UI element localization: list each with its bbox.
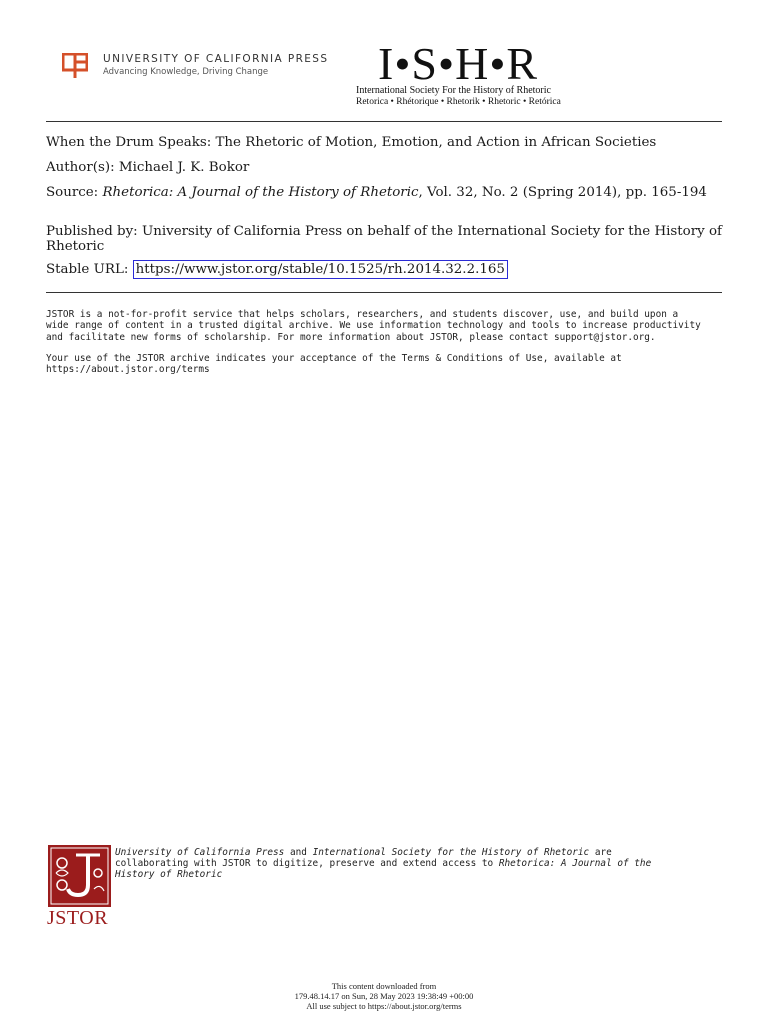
ishr-logo: I•S•H•R	[378, 38, 539, 89]
ucp-name: UNIVERSITY OF CALIFORNIA PRESS	[103, 53, 329, 65]
collab-middle: collaborating with JSTOR to digitize, preserve and extend access to	[115, 858, 494, 870]
author-line	[46, 160, 726, 175]
stable-url-link[interactable]: https://www.jstor.org/stable/10.1525/rh.2014.32.2.165	[133, 260, 508, 279]
terms-text: Your use of the JSTOR archive indicates your acceptance of the Terms & Conditions of Use, available at	[46, 353, 622, 364]
jstor-wordmark: JSTOR	[47, 907, 109, 929]
collab-publisher-1: University of California Press	[115, 847, 285, 858]
collab-are: are	[594, 847, 612, 858]
ucp-logo-icon	[62, 53, 88, 79]
source-details: , Vol. 32, No. 2 (Spring 2014), pp. 165-194	[418, 185, 707, 200]
top-divider	[46, 121, 722, 122]
author-name: Michael J. K. Bokor	[118, 160, 250, 175]
stable-url-label: Stable URL:	[46, 262, 129, 277]
collaboration-statement	[115, 847, 675, 881]
middle-divider	[46, 292, 722, 293]
jstor-emblem-icon	[48, 845, 111, 907]
stable-url-line	[46, 262, 726, 277]
publisher-line	[46, 224, 726, 254]
source-journal: Rhetorica: A Journal of the History of Rhetoric	[102, 185, 419, 200]
collab-and: and	[289, 847, 307, 858]
author-label: Author(s):	[46, 160, 115, 175]
ishr-languages: Retorica • Rhétorique • Rhetorik • Rhetoric • Retórica	[356, 97, 561, 107]
terms-notice	[46, 353, 706, 376]
publisher-name: University of California Press on behalf of the International Society for the History of Rhetoric	[46, 224, 722, 254]
source-label: Source:	[46, 185, 99, 200]
ucp-tagline: Advancing Knowledge, Driving Change	[103, 67, 269, 77]
terms-link[interactable]: https://about.jstor.org/terms	[46, 364, 210, 376]
article-title: When the Drum Speaks: The Rhetoric of Motion, Emotion, and Action in African Societies	[46, 135, 657, 150]
download-footer	[200, 982, 568, 1011]
publisher-label: Published by:	[46, 224, 138, 239]
footer-line-3: All use subject to https://about.jstor.org/terms	[306, 1000, 462, 1011]
source-line	[46, 185, 726, 200]
ishr-society-name: International Society For the History of Rhetoric	[356, 85, 551, 96]
collab-publisher-2: International Society for the History of Rhetoric	[312, 847, 590, 858]
jstor-about-notice: JSTOR is a not-for-profit service that helps scholars, researchers, and students discover, use, and build upon a wide range of content in a trusted digital archive. We use information technology and tools to increase productivity and facilitate new forms of scholarship. For more information about JSTOR, please contact support@jstor.org.	[46, 309, 701, 343]
footer-line-2: 179.48.14.17 on Sun, 28 May 2023 19:38:49 +00:00	[294, 990, 474, 1001]
footer-line-1: This content downloaded from	[331, 981, 437, 991]
collab-journal: Rhetorica: A Journal of the History of Rhetoric	[115, 858, 652, 881]
